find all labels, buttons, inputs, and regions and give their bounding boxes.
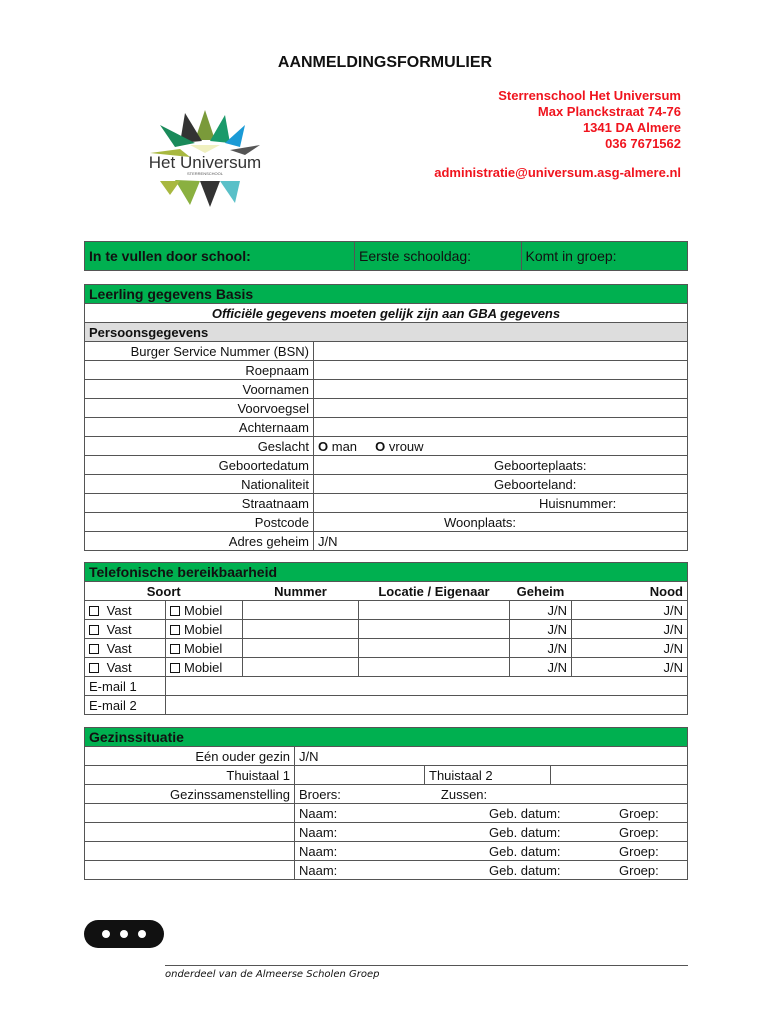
mobiel-label: Mobiel: [184, 621, 223, 637]
mobiel-option[interactable]: [166, 620, 243, 639]
phone-header: Telefonische bereikbaarheid: [85, 563, 688, 582]
dob-label: Geb. datum:: [489, 824, 561, 840]
nood-field[interactable]: J/N: [572, 639, 688, 658]
col-locatie: Locatie / Eigenaar: [359, 582, 510, 601]
single-parent-field[interactable]: J/N: [295, 747, 688, 766]
group-label: Groep:: [619, 824, 659, 840]
nummer-field[interactable]: [243, 639, 359, 658]
checkbox-icon: [170, 644, 180, 654]
checkbox-icon: [89, 644, 99, 654]
col-geheim: Geheim: [510, 582, 572, 601]
composition-label: Gezinssamenstelling: [85, 785, 295, 804]
roepnaam-field[interactable]: [314, 361, 688, 380]
group-label: Groep:: [619, 843, 659, 859]
checkbox-icon: [89, 663, 99, 673]
vast-option[interactable]: [85, 601, 166, 620]
phone-row: [85, 639, 688, 658]
school-box-label: In te vullen door school:: [85, 242, 355, 271]
geheim-field[interactable]: J/N: [510, 639, 572, 658]
vast-option[interactable]: [85, 658, 166, 677]
sibling-field[interactable]: [295, 861, 688, 880]
achternaam-label: Achternaam: [85, 418, 314, 437]
nationaliteit-label: Nationaliteit: [85, 475, 314, 494]
radio-icon: O: [318, 438, 329, 454]
dob-label: Geb. datum:: [489, 862, 561, 878]
school-email[interactable]: administratie@universum.asg-almere.nl: [434, 165, 681, 180]
geboorteplaats-field[interactable]: Geboorteplaats:: [314, 456, 688, 475]
checkbox-icon: [170, 663, 180, 673]
school-address: [434, 88, 681, 181]
name-label: Naam:: [299, 805, 338, 821]
email1-label: E-mail 1: [85, 677, 166, 696]
dob-label: Geb. datum:: [489, 843, 561, 859]
sibling-field[interactable]: [295, 823, 688, 842]
mobiel-option[interactable]: [166, 658, 243, 677]
sibling-field[interactable]: [295, 842, 688, 861]
geboorteland-field[interactable]: Geboorteland:: [314, 475, 688, 494]
geboortedatum-label: Geboortedatum: [85, 456, 314, 475]
basis-header: Leerling gegevens Basis: [85, 285, 688, 304]
vast-label: Vast: [106, 602, 132, 618]
footer-divider: [165, 965, 688, 966]
group-label: Groep:: [619, 862, 659, 878]
nummer-field[interactable]: [243, 658, 359, 677]
mobiel-label: Mobiel: [184, 602, 223, 618]
school-name: Sterrenschool Het Universum: [498, 88, 681, 103]
single-parent-label: Eén ouder gezin: [85, 747, 295, 766]
bsn-label: Burger Service Nummer (BSN): [85, 342, 314, 361]
composition-field[interactable]: [295, 785, 688, 804]
huisnummer-field[interactable]: Huisnummer:: [314, 494, 688, 513]
geheim-field[interactable]: J/N: [510, 620, 572, 639]
locatie-field[interactable]: [359, 601, 510, 620]
mobiel-label: Mobiel: [184, 640, 223, 656]
basis-table: [84, 284, 688, 551]
page-title: AANMELDINGSFORMULIER: [277, 54, 493, 71]
geslacht-field: [314, 437, 688, 456]
locatie-field[interactable]: [359, 658, 510, 677]
roepnaam-label: Roepnaam: [85, 361, 314, 380]
phone-row: [85, 620, 688, 639]
checkbox-icon: [170, 625, 180, 635]
checkbox-icon: [89, 606, 99, 616]
man-option[interactable]: [318, 439, 357, 454]
first-day-field[interactable]: Eerste schooldag:: [355, 242, 522, 271]
group-field[interactable]: Komt in groep:: [521, 242, 688, 271]
group-label: Groep:: [619, 805, 659, 821]
sibling-row: [85, 823, 688, 842]
school-street: Max Planckstraat 74-76: [537, 104, 681, 119]
sisters-label: Zussen:: [440, 786, 488, 802]
phone-row: [85, 658, 688, 677]
dob-label: Geb. datum:: [489, 805, 561, 821]
nood-field[interactable]: J/N: [572, 658, 688, 677]
vrouw-option[interactable]: [375, 439, 423, 454]
family-header: Gezinssituatie: [85, 728, 688, 747]
vast-label: Vast: [106, 621, 132, 637]
thuistaal2-label: Thuistaal 2: [425, 766, 551, 785]
vast-option[interactable]: [85, 620, 166, 639]
family-table: [84, 727, 688, 880]
thuistaal1-label: Thuistaal 1: [85, 766, 295, 785]
brothers-label: Broers:: [299, 786, 341, 802]
voorvoegsel-label: Voorvoegsel: [85, 399, 314, 418]
mobiel-label: Mobiel: [184, 659, 223, 675]
email2-field[interactable]: [166, 696, 688, 715]
name-label: Naam:: [299, 824, 338, 840]
checkbox-icon: [89, 625, 99, 635]
voorvoegsel-field[interactable]: [314, 399, 688, 418]
voornamen-label: Voornamen: [85, 380, 314, 399]
man-label: man: [331, 438, 358, 454]
woonplaats-field[interactable]: Woonplaats:: [314, 513, 688, 532]
nummer-field[interactable]: [243, 620, 359, 639]
phone-table: [84, 562, 688, 715]
vast-option[interactable]: [85, 639, 166, 658]
name-label: Naam:: [299, 862, 338, 878]
mobiel-option[interactable]: [166, 639, 243, 658]
checkbox-icon: [170, 606, 180, 616]
email2-label: E-mail 2: [85, 696, 166, 715]
asg-logo-dots: [84, 920, 164, 948]
adres-geheim-label: Adres geheim: [85, 532, 314, 551]
nood-field[interactable]: J/N: [572, 620, 688, 639]
vast-label: Vast: [106, 640, 132, 656]
school-phone: 036 7671562: [605, 136, 681, 151]
radio-icon: O: [375, 438, 386, 454]
school-city: 1341 DA Almere: [582, 120, 681, 135]
svg-text:Het Universum: Het Universum: [148, 153, 262, 172]
phone-row: [85, 601, 688, 620]
gba-note: Officiële gegevens moeten gelijk zijn aan GBA gegevens: [85, 304, 688, 323]
bsn-field[interactable]: [314, 342, 688, 361]
adres-geheim-field[interactable]: J/N: [314, 532, 688, 551]
thuistaal2-field[interactable]: [551, 766, 688, 785]
geheim-field[interactable]: J/N: [510, 658, 572, 677]
sibling-row: [85, 842, 688, 861]
footer-text: onderdeel van de Almeerse Scholen Groep: [165, 969, 380, 980]
achternaam-field[interactable]: [314, 418, 688, 437]
col-nummer: Nummer: [243, 582, 359, 601]
thuistaal1-field[interactable]: [295, 766, 425, 785]
geslacht-label: Geslacht: [85, 437, 314, 456]
col-soort: Soort: [85, 582, 243, 601]
sibling-row: [85, 861, 688, 880]
sibling-field[interactable]: [295, 804, 688, 823]
name-label: Naam:: [299, 843, 338, 859]
email1-field[interactable]: [166, 677, 688, 696]
vrouw-label: vrouw: [388, 438, 424, 454]
persoonsgegevens-header: Persoonsgegevens: [85, 323, 688, 342]
vast-label: Vast: [106, 659, 132, 675]
col-nood: Nood: [572, 582, 688, 601]
locatie-field[interactable]: [359, 620, 510, 639]
straatnaam-label: Straatnaam: [85, 494, 314, 513]
school-box: [84, 241, 688, 271]
svg-text:STERRENSCHOOL: STERRENSCHOOL: [186, 171, 224, 176]
locatie-field[interactable]: [359, 639, 510, 658]
nummer-field[interactable]: [243, 601, 359, 620]
mobiel-option[interactable]: [166, 601, 243, 620]
nood-field[interactable]: J/N: [572, 601, 688, 620]
geheim-field[interactable]: J/N: [510, 601, 572, 620]
voornamen-field[interactable]: [314, 380, 688, 399]
postcode-label: Postcode: [85, 513, 314, 532]
sibling-row: [85, 804, 688, 823]
school-logo: [130, 105, 280, 210]
